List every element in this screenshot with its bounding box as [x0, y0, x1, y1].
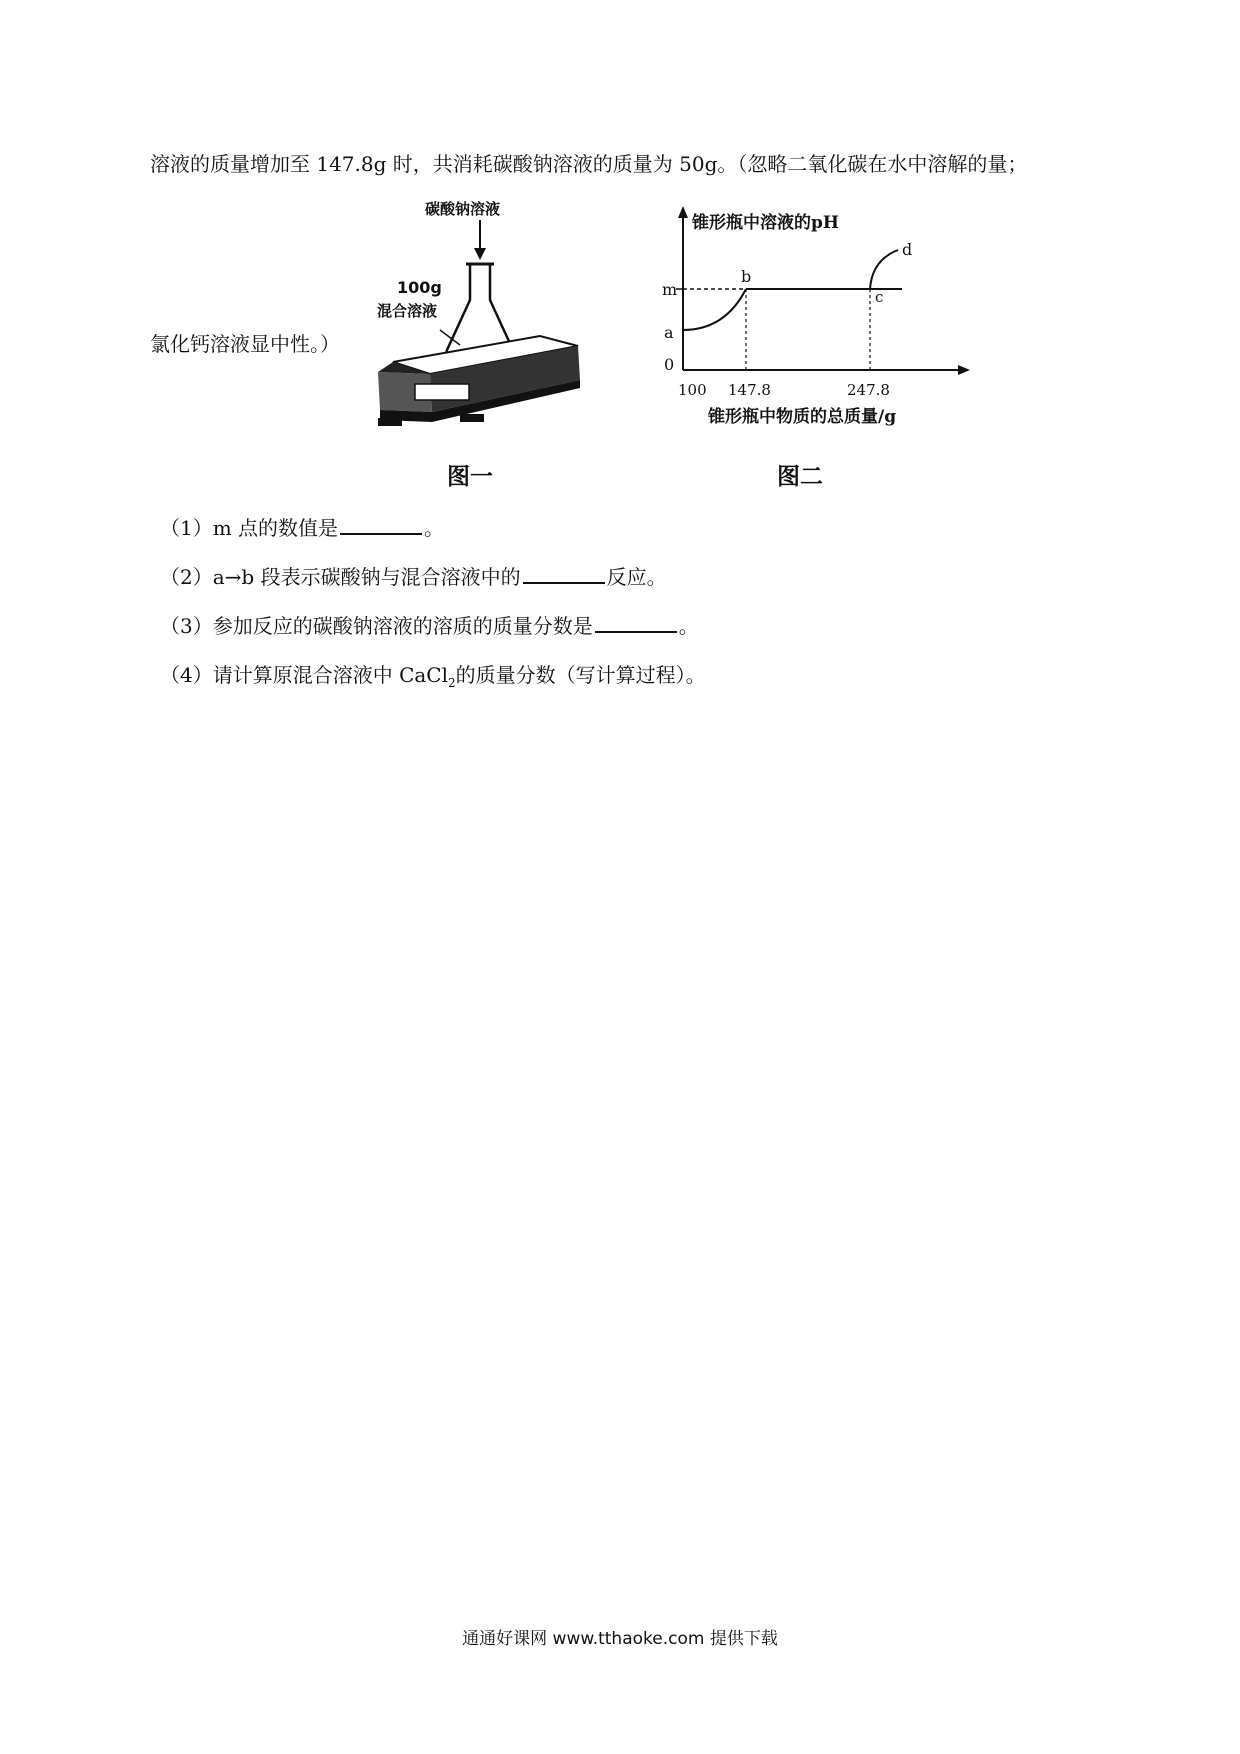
- x-axis-title: 锥形瓶中物质的总质量/g: [708, 407, 897, 427]
- answer-blank-3[interactable]: [595, 613, 677, 633]
- question-1-prefix: （1）m 点的数值是: [160, 516, 339, 540]
- balance-flask-illustration: [0, 0, 1240, 500]
- answer-blank-1[interactable]: [340, 515, 422, 535]
- x-tick-147-8: 147.8: [728, 381, 771, 399]
- figure1-top-label: 碳酸钠溶液: [425, 200, 501, 218]
- question-3-prefix: （3）参加反应的碳酸钠溶液的溶质的质量分数是: [160, 614, 593, 638]
- question-1-suffix: 。: [424, 516, 445, 540]
- answer-blank-2[interactable]: [523, 564, 605, 584]
- ph-chart: [640, 200, 980, 440]
- question-4-prefix: （4）请计算原混合溶液中 CaCl: [160, 663, 449, 687]
- curve-a-to-b: [683, 289, 746, 330]
- y-tick-a: a: [664, 323, 674, 342]
- question-3: [160, 612, 699, 640]
- point-label-d: d: [902, 240, 913, 259]
- curve-c-to-d: [870, 250, 898, 289]
- question-2-suffix: 反应。: [606, 565, 667, 589]
- x-axis-arrow: [958, 365, 970, 375]
- x-tick-247-8: 247.8: [847, 381, 890, 399]
- point-label-c: c: [875, 288, 884, 306]
- y-tick-0: 0: [664, 355, 675, 374]
- footer-credit: 通通好课网 www.tthaoke.com 提供下载: [462, 1629, 778, 1649]
- y-axis-title: 锥形瓶中溶液的pH: [692, 213, 839, 233]
- figure1-solution-label: 混合溶液: [377, 302, 438, 320]
- question-4-subscript: 2: [448, 676, 456, 690]
- figure1-mass-label: 100g: [397, 278, 442, 297]
- question-2: [160, 563, 667, 591]
- question-1: [160, 514, 444, 542]
- paragraph-line-2: 氯化钙溶液显中性。）: [150, 332, 340, 356]
- question-3-suffix: 。: [678, 614, 699, 638]
- question-4: [160, 661, 706, 697]
- figure1-caption: 图一: [447, 464, 493, 490]
- y-axis-arrow: [678, 206, 688, 218]
- point-label-b: b: [741, 267, 752, 286]
- paragraph-line-1: 溶液的质量增加至 147.8g 时，共消耗碳酸钠溶液的质量为 50g。（忽略二氧化碳在水中溶解的量；: [150, 152, 1028, 176]
- figure2-caption: 图二: [777, 464, 823, 490]
- question-4-suffix: 的质量分数（写计算过程）。: [455, 663, 706, 687]
- x-tick-100: 100: [678, 381, 707, 399]
- question-2-prefix: （2）a→b 段表示碳酸钠与混合溶液中的: [160, 565, 521, 589]
- y-tick-m: m: [662, 280, 678, 299]
